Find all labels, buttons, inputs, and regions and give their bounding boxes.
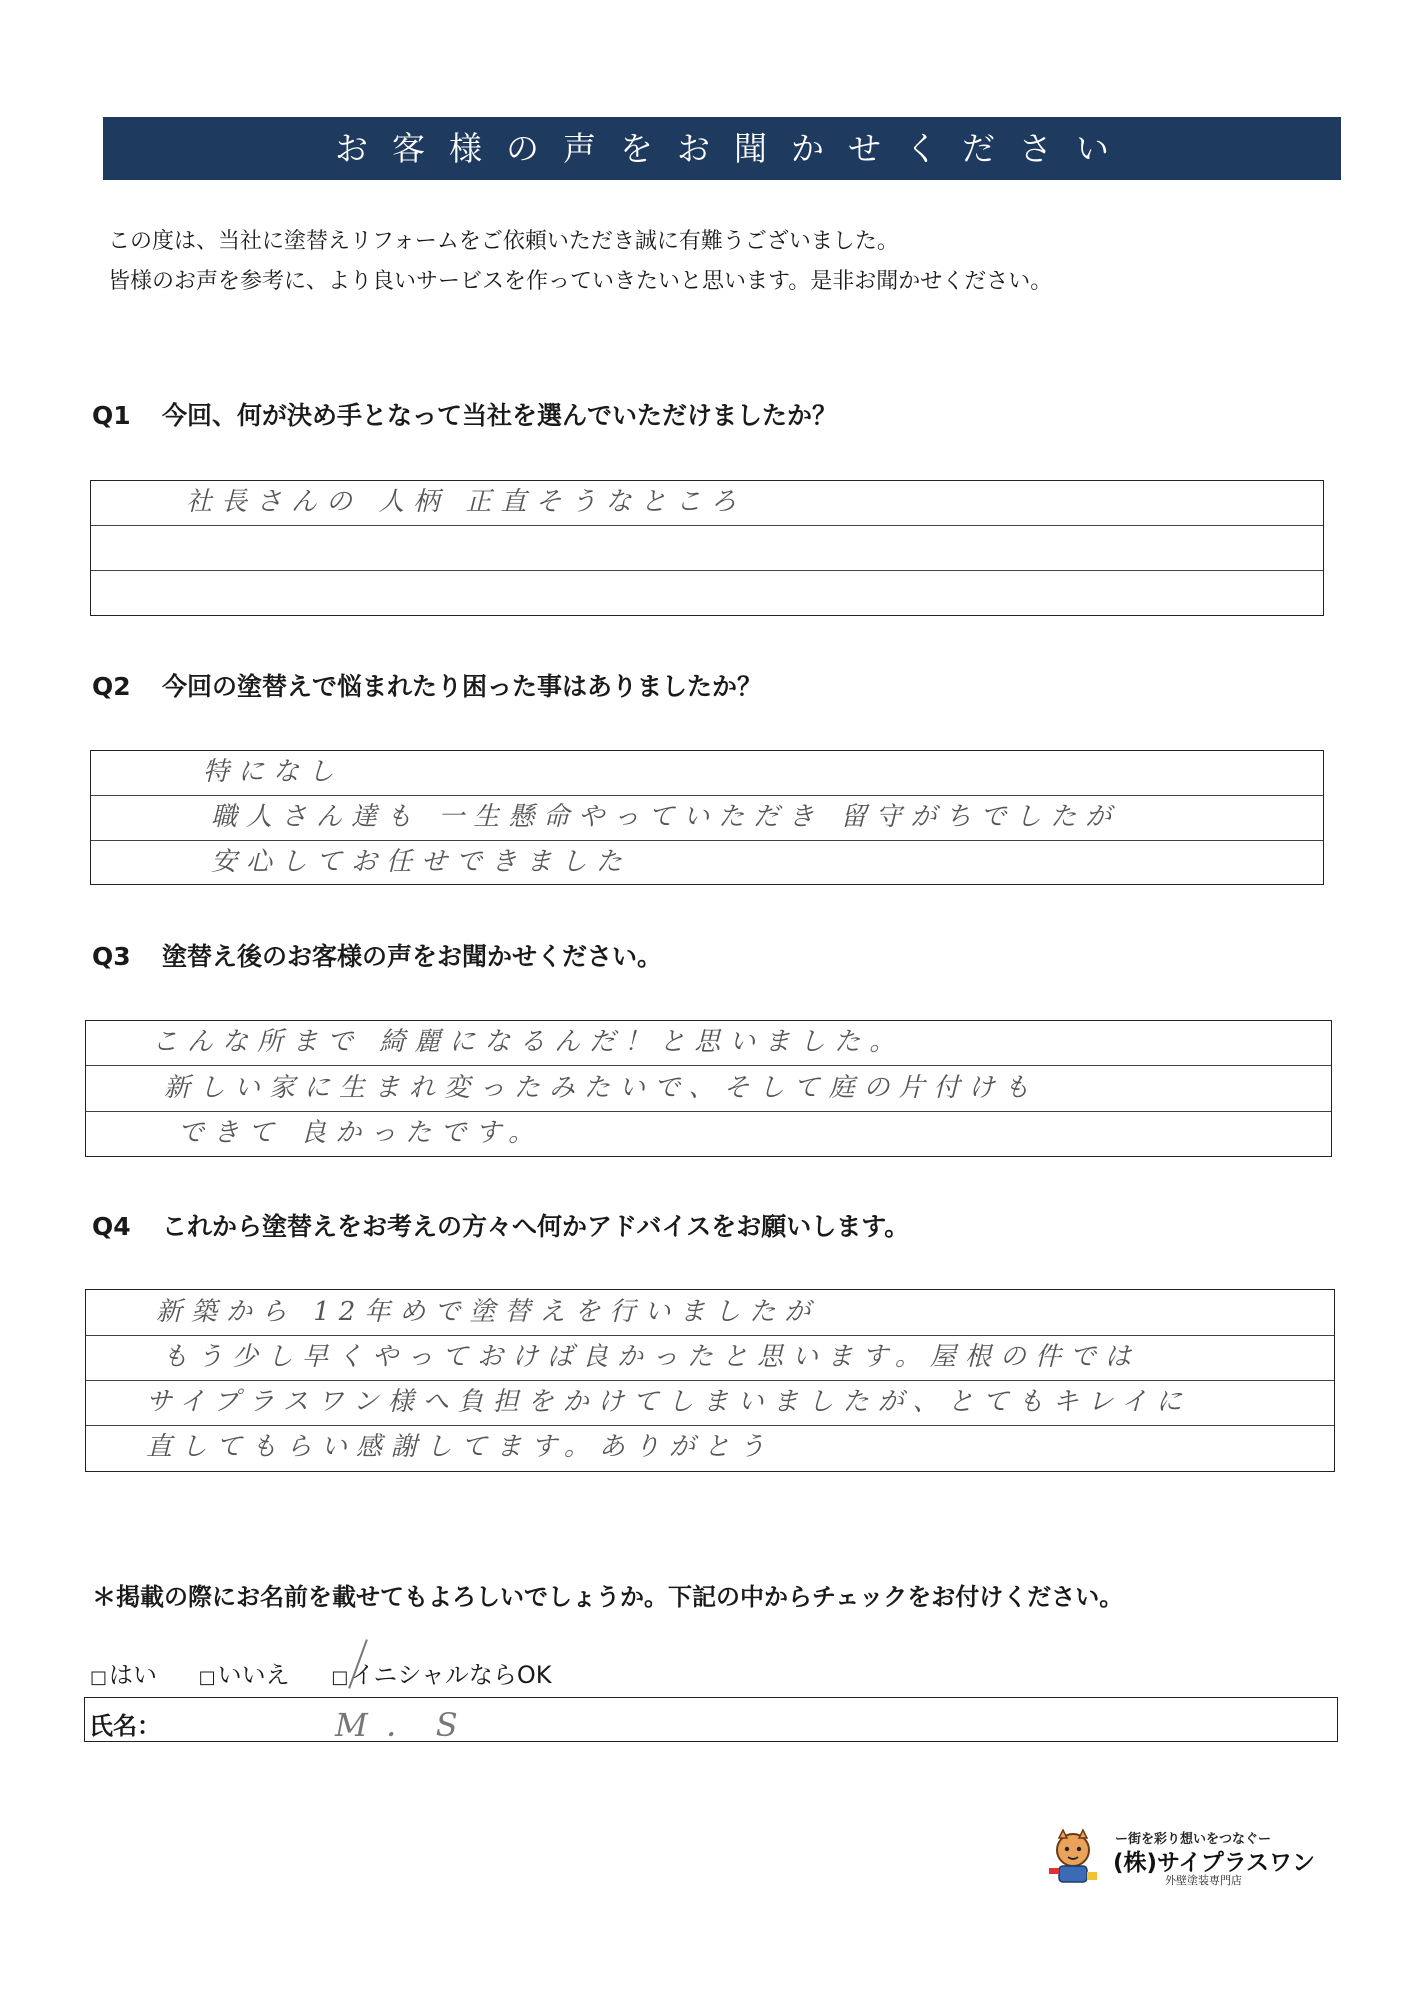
answer-line: できて 良かったです。 bbox=[178, 1118, 544, 1148]
answer-line: 職人さん達も 一生懸命やっていただき 留守がちでしたが bbox=[91, 796, 1323, 841]
answer-line: サイプラスワン様へ負担をかけてしまいましたが、とてもキレイに bbox=[86, 1381, 1334, 1426]
answer-line: こんな所まで 綺麗になるんだ！と思いました。 bbox=[86, 1021, 1331, 1066]
question-text: これから塗替えをお考えの方々へ何かアドバイスをお願いします。 bbox=[162, 1212, 910, 1241]
answer-line: 直してもらい感謝してます。ありがとう bbox=[146, 1432, 774, 1462]
logo-subtitle: 外壁塗装専門店 bbox=[1165, 1874, 1242, 1887]
answer-line: もう少し早くやっておけば良かったと思います。屋根の件では bbox=[86, 1336, 1334, 1381]
mascot-icon bbox=[1045, 1828, 1101, 1886]
answer-line bbox=[91, 526, 1323, 571]
question-number: Q4 bbox=[92, 1212, 131, 1241]
intro-line: 皆様のお声を参考に、より良いサービスを作っていきたいと思います。是非お聞かせください。 bbox=[108, 269, 1053, 294]
option-initials[interactable] bbox=[331, 1655, 551, 1690]
answer-line bbox=[91, 571, 1323, 614]
option-no[interactable] bbox=[199, 1655, 290, 1690]
option-yes[interactable] bbox=[90, 1655, 157, 1690]
consent-note: ＊掲載の際にお名前を載せてもよろしいでしょうか。下記の中からチェックをお付けください。 bbox=[92, 1583, 1124, 1611]
name-value: M．S bbox=[335, 1706, 476, 1744]
intro-line: この度は、当社に塗替えリフォームをご依頼いただき誠に有難うございました。 bbox=[108, 229, 899, 254]
company-logo bbox=[1045, 1828, 1316, 1888]
answer-box-q2 bbox=[90, 750, 1324, 885]
question-2 bbox=[92, 667, 762, 703]
question-4 bbox=[92, 1207, 909, 1243]
checkbox[interactable]: □ bbox=[331, 1667, 349, 1688]
option-label: イニシャルならOK bbox=[350, 1661, 552, 1689]
answer-line: 新しい家に生まれ変ったみたいで、そして庭の片付けも bbox=[86, 1066, 1331, 1112]
logo-company: (株)サイプラスワン bbox=[1113, 1850, 1316, 1876]
question-text: 塗替え後のお客様の声をお聞かせください。 bbox=[162, 942, 663, 971]
answer-line: 特になし bbox=[91, 751, 1323, 796]
question-number: Q2 bbox=[92, 672, 131, 701]
option-label: いいえ bbox=[217, 1661, 290, 1689]
logo-tagline: ー街を彩り想いをつなぐー bbox=[1115, 1832, 1272, 1847]
answer-box-q3 bbox=[85, 1020, 1332, 1157]
checkbox[interactable]: □ bbox=[90, 1667, 108, 1688]
checkbox[interactable]: □ bbox=[198, 1667, 216, 1688]
consent-options bbox=[90, 1655, 586, 1690]
name-label: 氏名： bbox=[89, 1712, 161, 1740]
answer-line: 新築から 12年めで塗替えを行いましたが bbox=[86, 1290, 1334, 1336]
question-number: Q3 bbox=[92, 942, 131, 971]
question-number: Q1 bbox=[92, 401, 131, 430]
question-text: 今回、何が決め手となって当社を選んでいただけましたか？ bbox=[162, 401, 838, 430]
question-1 bbox=[92, 396, 837, 432]
intro-text bbox=[108, 222, 1052, 302]
option-label: はい bbox=[109, 1661, 158, 1689]
page-title: お客様の声をお聞かせください bbox=[335, 129, 1133, 168]
question-3 bbox=[92, 937, 662, 973]
answer-line: 社長さんの 人柄 正直そうなところ bbox=[91, 481, 1323, 526]
page-title-banner bbox=[103, 117, 1341, 180]
answer-box-q1 bbox=[90, 480, 1324, 616]
answer-line: 安心してお任せできました bbox=[211, 847, 632, 877]
answer-box-q4 bbox=[85, 1289, 1335, 1472]
name-field[interactable] bbox=[84, 1697, 1338, 1742]
question-text: 今回の塗替えで悩まれたり困った事はありましたか？ bbox=[162, 672, 763, 701]
